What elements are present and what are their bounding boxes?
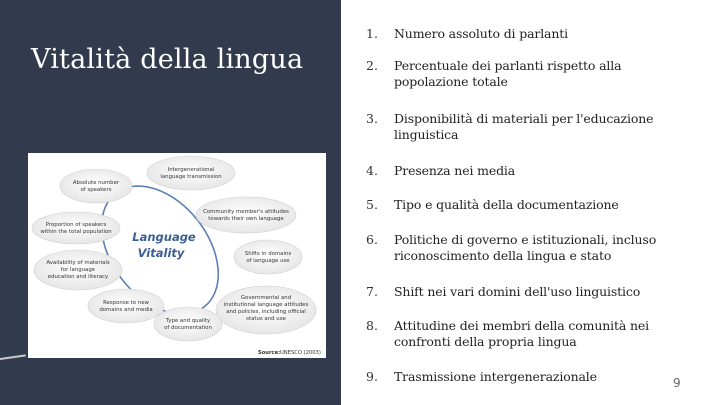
svg-text:Availability of materials: [46, 260, 110, 266]
list-text: Presenza nei media: [394, 163, 516, 178]
svg-text:Community member's attitudes: [203, 209, 289, 215]
bubble-line: Intergenerational: [167, 167, 215, 173]
svg-text:status and use: [246, 316, 286, 322]
list-text: Trasmissione intergenerazionale: [394, 369, 597, 384]
bubble-line: Type and quality: [165, 318, 211, 324]
source-value: UNESCO (2003): [280, 350, 321, 356]
list-item: [366, 58, 686, 90]
bubble-line: and policies, including official: [226, 309, 306, 315]
svg-text:domains and media: [99, 307, 152, 313]
bubble-availability-materials: [34, 250, 122, 290]
list-item: [366, 369, 686, 385]
bubble-line: towards their own language: [208, 216, 284, 222]
bubble-line: education and literacy: [47, 274, 109, 280]
bubble-line: of documentation: [164, 325, 212, 331]
svg-text:and policies, including offici: [226, 309, 306, 315]
svg-text:towards their own language: [208, 216, 284, 222]
list-number: 1.: [366, 26, 378, 41]
svg-text:of language use: [246, 258, 290, 264]
list-item: [366, 111, 686, 143]
list-number: 3.: [366, 111, 378, 126]
page-number: 9: [673, 376, 681, 390]
svg-text:for language: [61, 267, 96, 273]
slide-title: Vitalità della lingua: [31, 44, 304, 75]
svg-text:of documentation: [164, 325, 212, 331]
language-vitality-figure: [28, 153, 326, 358]
bubble-absolute-number: [60, 169, 132, 203]
list-number: 5.: [366, 197, 378, 212]
list-text: Tipo e qualità della documentazione: [394, 197, 619, 212]
bubble-shifts-domains: [234, 240, 302, 274]
list-text: Attitudine dei membri della comunità nei confronti della propria lingua: [394, 318, 649, 349]
bubble-line: domains and media: [99, 307, 153, 313]
list-number: 9.: [366, 369, 378, 384]
bubble-community-attitudes: [196, 197, 296, 233]
list-text: Numero assoluto di parlanti: [394, 26, 568, 41]
svg-text:Proportion of speakers: [46, 222, 107, 228]
center-label-language: Language: [132, 230, 196, 244]
svg-text:Type and quality: [165, 318, 211, 324]
bubble-line: of speakers: [80, 187, 112, 193]
svg-text:institutional language attitud: [224, 302, 309, 308]
list-item: [366, 26, 686, 42]
bubble-line: Response to new: [103, 300, 149, 306]
bubble-line: within the total population: [40, 229, 112, 235]
list-text: Shift nei vari domini dell'uso linguistico: [394, 284, 641, 299]
bubble-governmental-policies: [216, 286, 316, 334]
bubble-line: for language: [60, 267, 96, 273]
bubble-line: status and use: [246, 316, 286, 322]
svg-text:Governmental and: [241, 295, 291, 301]
bubble-line: Governmental and: [240, 295, 292, 301]
svg-text:Absolute number: [73, 180, 120, 186]
list-number: 7.: [366, 284, 378, 299]
list-item: [366, 284, 686, 300]
center-label-vitality: Vitality: [137, 246, 185, 260]
vitality-diagram: [28, 153, 326, 358]
list-number: 2.: [366, 58, 378, 73]
svg-text:within the total population: [40, 229, 111, 235]
svg-text:Shifts in domains: [245, 251, 292, 257]
source-label: Source:: [258, 350, 281, 356]
list-text: Politiche di governo e istituzionali, incluso riconoscimento della lingua e stato: [394, 232, 657, 263]
left-panel: [0, 0, 341, 405]
bubble-line: Community member's attitudes: [203, 209, 289, 215]
bubble-line: of language use: [246, 258, 290, 264]
bubble-line: Availability of materials: [46, 260, 110, 266]
svg-text:Intergenerational: [168, 167, 215, 173]
bubble-line: institutional language attitudes: [223, 302, 309, 308]
svg-text:education and literacy: [48, 274, 109, 280]
svg-text:language transmission: [160, 174, 221, 180]
list-item: [366, 163, 686, 179]
list-text: Percentuale dei parlanti rispetto alla popolazione totale: [394, 58, 622, 89]
list-number: 6.: [366, 232, 378, 247]
list-item: [366, 232, 686, 264]
bubble-line: Proportion of speakers: [45, 222, 107, 228]
bubble-line: language transmission: [160, 174, 222, 180]
list-number: 4.: [366, 163, 378, 178]
bubble-intergenerational: [147, 156, 235, 190]
bubble-proportion-speakers: [32, 212, 120, 244]
list-item: [366, 197, 686, 213]
bubble-line: Shifts in domains: [244, 251, 292, 257]
bubble-line: Absolute number: [72, 180, 120, 186]
bubble-type-quality-documentation: [154, 307, 222, 341]
list-number: 8.: [366, 318, 378, 333]
list-item: [366, 318, 686, 350]
svg-text:of speakers: [80, 187, 111, 193]
svg-text:Response to new: [103, 300, 149, 306]
bubble-response-new-domains: [88, 289, 164, 323]
list-text: Disponibilità di materiali per l'educazione linguistica: [394, 111, 654, 142]
